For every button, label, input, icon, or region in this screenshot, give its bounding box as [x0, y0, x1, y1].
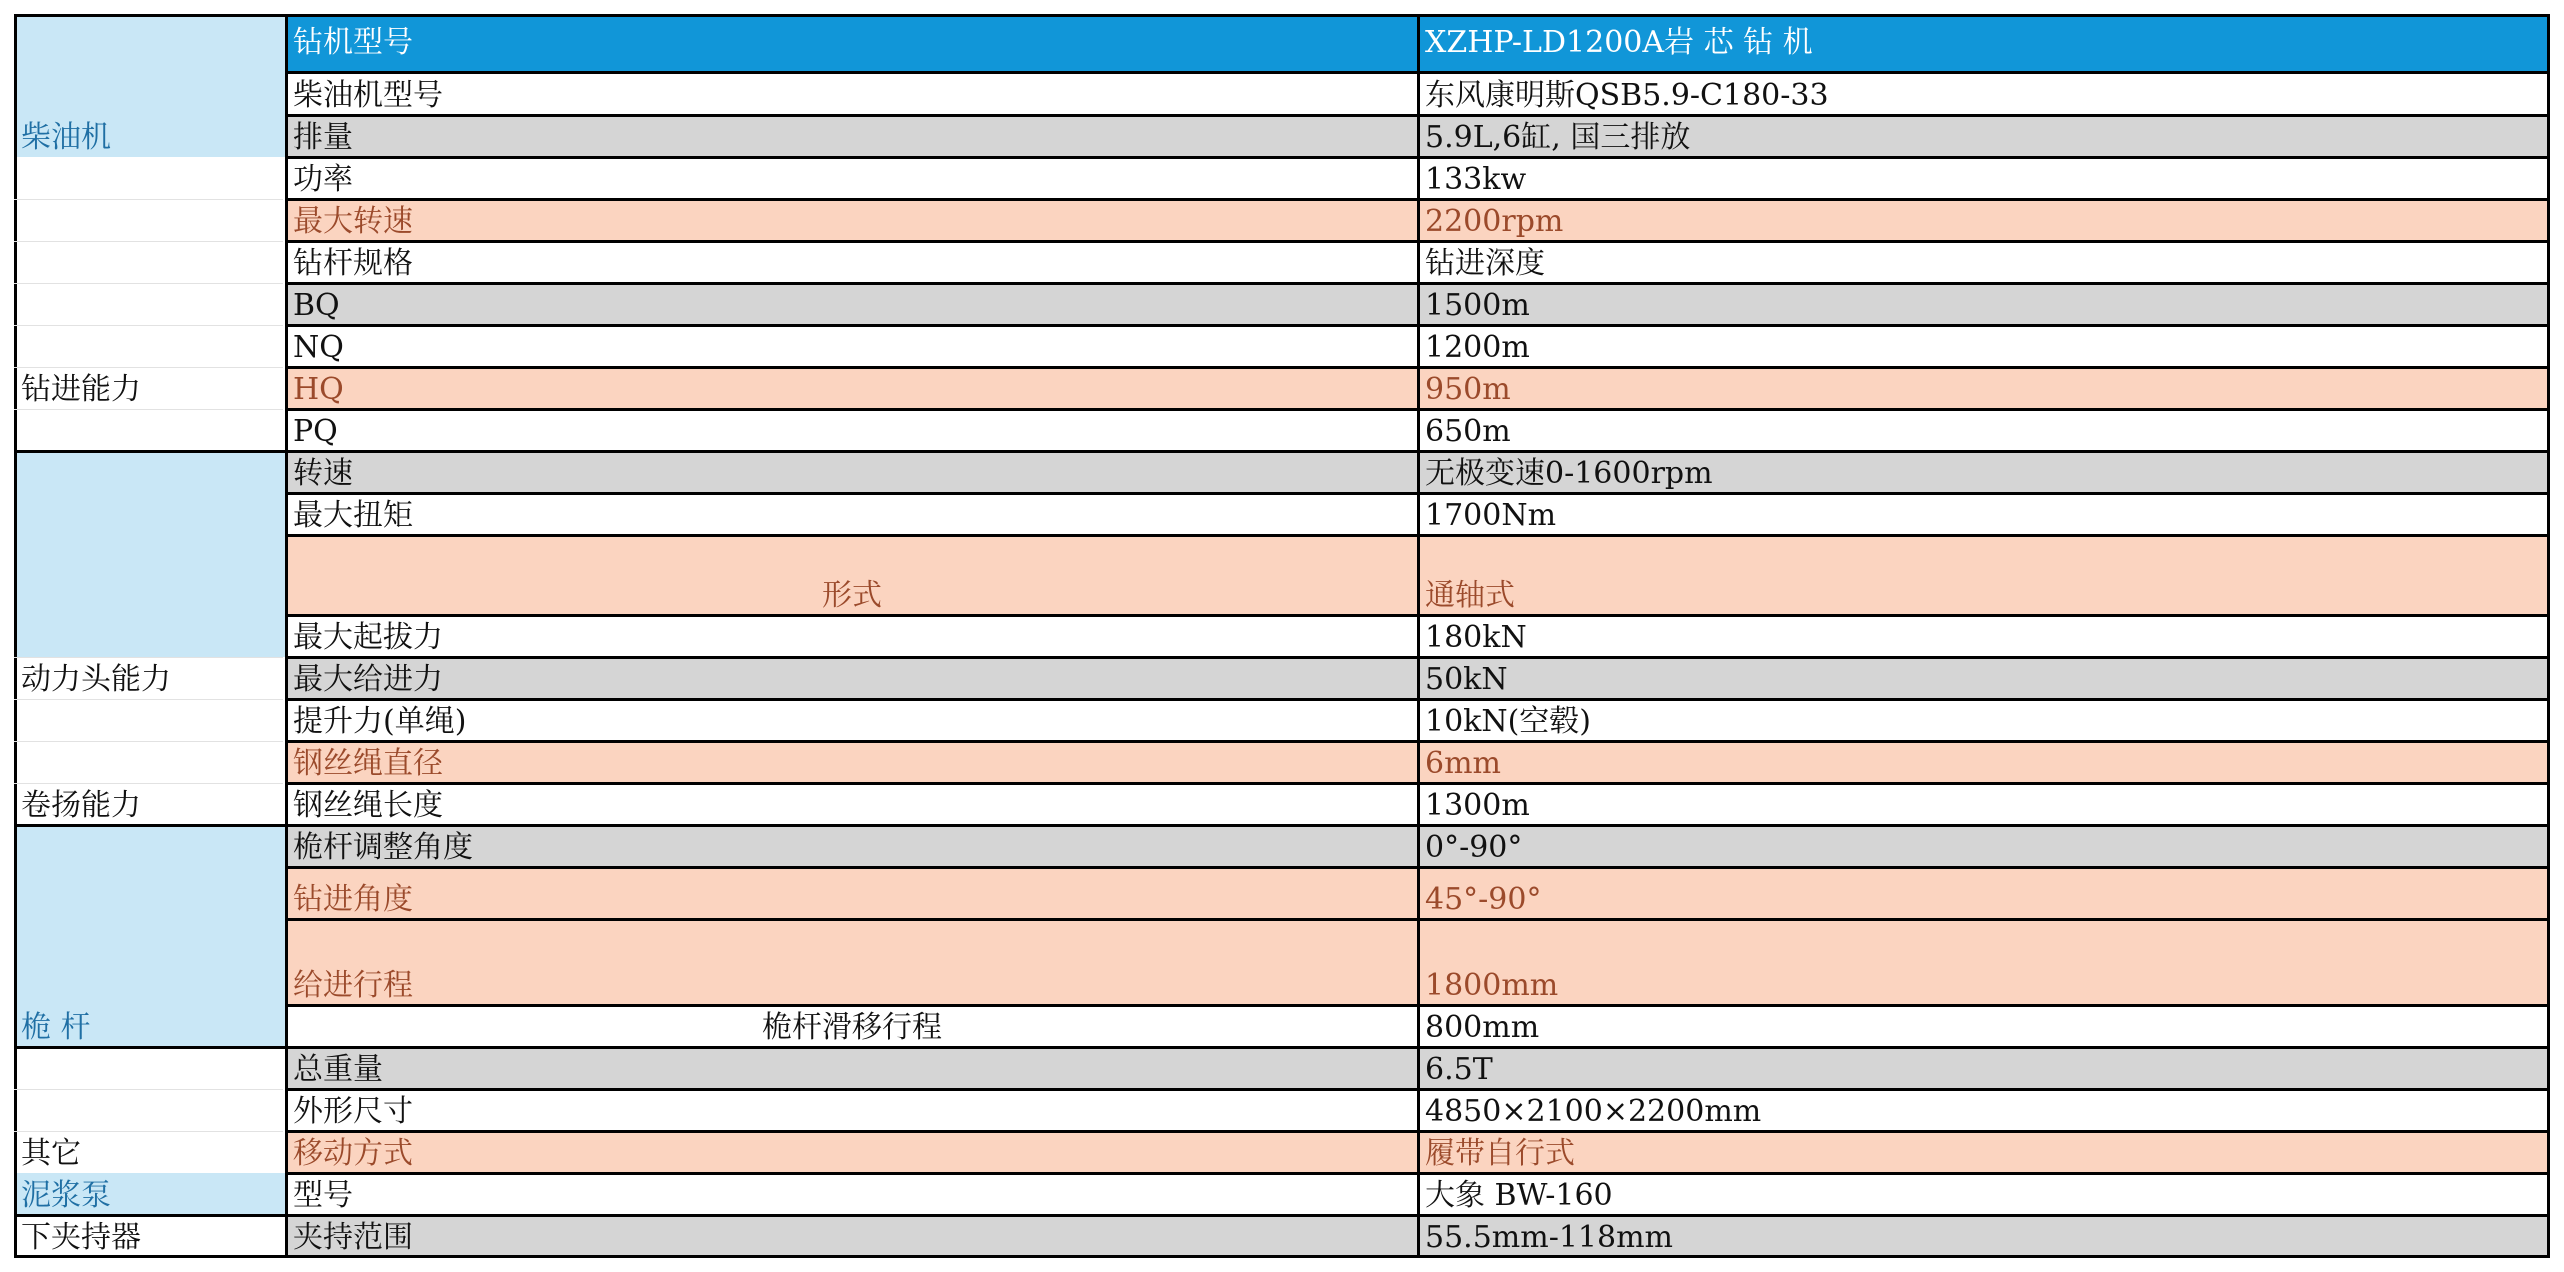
spec-value: 950m [1418, 367, 2550, 409]
grid-line [286, 614, 2550, 617]
spec-label: 钢丝绳直径 [286, 741, 1418, 783]
category-cell [14, 325, 286, 367]
spec-value: 45°-90° [1418, 867, 2550, 919]
grid-line [286, 156, 2550, 159]
faint-grid-line [14, 699, 283, 700]
spec-value: 履带自行式 [1418, 1131, 2550, 1173]
faint-grid-line [14, 241, 283, 242]
grid-line [286, 1214, 2550, 1217]
category-cell [14, 741, 286, 783]
grid-line [286, 492, 2550, 495]
spec-label: 外形尺寸 [286, 1089, 1418, 1131]
spec-value: 东风康明斯QSB5.9-C180-33 [1418, 72, 2550, 115]
grid-line [286, 282, 2550, 285]
grid-line [286, 450, 2550, 453]
spec-label: HQ [286, 367, 1418, 409]
grid-line [286, 1004, 2550, 1007]
spec-value: 2200rpm [1418, 199, 2550, 241]
faint-grid-line [14, 325, 283, 326]
faint-grid-line [14, 1089, 283, 1090]
spec-value: 6.5T [1418, 1047, 2550, 1089]
spec-value: 6mm [1418, 741, 2550, 783]
category-cell [14, 409, 286, 451]
spec-label: 钻进角度 [286, 867, 1418, 919]
grid-line [286, 1088, 2550, 1091]
category-cell [14, 157, 286, 199]
spec-label: 最大转速 [286, 199, 1418, 241]
grid-line [286, 408, 2550, 411]
faint-grid-line [14, 283, 283, 284]
grid-line [286, 240, 2550, 243]
faint-grid-line [14, 657, 283, 658]
category-cell [14, 14, 286, 72]
spec-value: 1800mm [1418, 919, 2550, 1005]
spec-label: 形式 [286, 535, 1418, 615]
grid-line [14, 1046, 286, 1049]
spec-value: 无极变速0-1600rpm [1418, 451, 2550, 493]
spec-label: 移动方式 [286, 1131, 1418, 1173]
spec-value: 4850×2100×2200mm [1418, 1089, 2550, 1131]
grid-line [14, 450, 286, 453]
spec-value: 1200m [1418, 325, 2550, 367]
grid-line [14, 824, 286, 827]
category-cell [14, 1047, 286, 1089]
grid-line [286, 1046, 2550, 1049]
spec-value: 钻进深度 [1418, 241, 2550, 283]
grid-line [286, 324, 2550, 327]
spec-value: 800mm [1418, 1005, 2550, 1047]
grid-line [286, 866, 2550, 869]
spec-label: 桅杆调整角度 [286, 825, 1418, 867]
spec-value: 大象 BW-160 [1418, 1173, 2550, 1215]
spec-value: 1500m [1418, 283, 2550, 325]
category-drilling: 钻进能力 [14, 367, 286, 409]
category-cell [14, 919, 286, 1005]
spec-value: 133kw [1418, 157, 2550, 199]
spec-value: 10kN(空毂) [1418, 699, 2550, 741]
spec-label: 钢丝绳长度 [286, 783, 1418, 825]
grid-line [286, 698, 2550, 701]
spec-label: 型号 [286, 1173, 1418, 1215]
faint-grid-line [14, 409, 283, 410]
category-winch: 卷扬能力 [14, 783, 286, 825]
spec-value: 50kN [1418, 657, 2550, 699]
spec-label: 最大给进力 [286, 657, 1418, 699]
grid-line [14, 14, 2550, 17]
spec-label: 桅杆滑移行程 [286, 1005, 1418, 1047]
category-cell [14, 451, 286, 493]
category-clamp: 下夹持器 [14, 1215, 286, 1257]
spec-label: 给进行程 [286, 919, 1418, 1005]
spec-label: 排量 [286, 115, 1418, 157]
spec-label: BQ [286, 283, 1418, 325]
category-mast: 桅 杆 [14, 1005, 286, 1047]
faint-grid-line [14, 199, 283, 200]
grid-line [286, 198, 2550, 201]
grid-line [286, 656, 2550, 659]
grid-line [286, 782, 2550, 785]
category-cell [14, 199, 286, 241]
spec-table [14, 14, 2550, 1258]
grid-line [286, 824, 2550, 827]
spec-value: 55.5mm-118mm [1418, 1215, 2550, 1257]
faint-grid-line [14, 367, 283, 368]
spec-value: 1700Nm [1418, 493, 2550, 535]
grid-line [286, 114, 2550, 117]
grid-line [286, 1130, 2550, 1133]
spec-value: 通轴式 [1418, 535, 2550, 615]
spec-label: 柴油机型号 [286, 72, 1418, 115]
spec-value: 5.9L,6缸, 国三排放 [1418, 115, 2550, 157]
spec-label: 总重量 [286, 1047, 1418, 1089]
spec-value: 180kN [1418, 615, 2550, 657]
spec-value: 0°-90° [1418, 825, 2550, 867]
spec-value: 650m [1418, 409, 2550, 451]
category-cell [14, 1089, 286, 1131]
faint-grid-line [14, 783, 283, 784]
category-cell [14, 241, 286, 283]
spec-label: 夹持范围 [286, 1215, 1418, 1257]
spec-label: 最大起拔力 [286, 615, 1418, 657]
category-mud-pump: 泥浆泵 [14, 1173, 286, 1215]
category-other: 其它 [14, 1131, 286, 1173]
grid-line [286, 71, 2550, 74]
category-cell [14, 699, 286, 741]
category-power-head: 动力头能力 [14, 657, 286, 699]
category-cell [14, 867, 286, 919]
header-label: 钻机型号 [286, 14, 1418, 72]
spec-label: 最大扭矩 [286, 493, 1418, 535]
grid-line [14, 1214, 286, 1217]
spec-label: 功率 [286, 157, 1418, 199]
grid-line [286, 534, 2550, 537]
grid-line [286, 1172, 2550, 1175]
category-cell [14, 825, 286, 867]
faint-grid-line [14, 741, 283, 742]
grid-line [14, 14, 17, 1258]
grid-line [286, 918, 2550, 921]
category-cell [14, 493, 286, 535]
spec-label: 提升力(单绳) [286, 699, 1418, 741]
grid-line [14, 1255, 2550, 1258]
category-diesel: 柴油机 [14, 115, 286, 157]
grid-line [286, 366, 2550, 369]
header-value: XZHP-LD1200A岩 芯 钻 机 [1418, 14, 2550, 72]
category-cell [14, 615, 286, 657]
category-cell [14, 72, 286, 115]
spec-value: 1300m [1418, 783, 2550, 825]
spec-label: PQ [286, 409, 1418, 451]
category-cell [14, 535, 286, 615]
spec-label: 转速 [286, 451, 1418, 493]
category-cell [14, 283, 286, 325]
grid-line [286, 740, 2550, 743]
spec-label: NQ [286, 325, 1418, 367]
spec-label: 钻杆规格 [286, 241, 1418, 283]
faint-grid-line [14, 1131, 283, 1132]
